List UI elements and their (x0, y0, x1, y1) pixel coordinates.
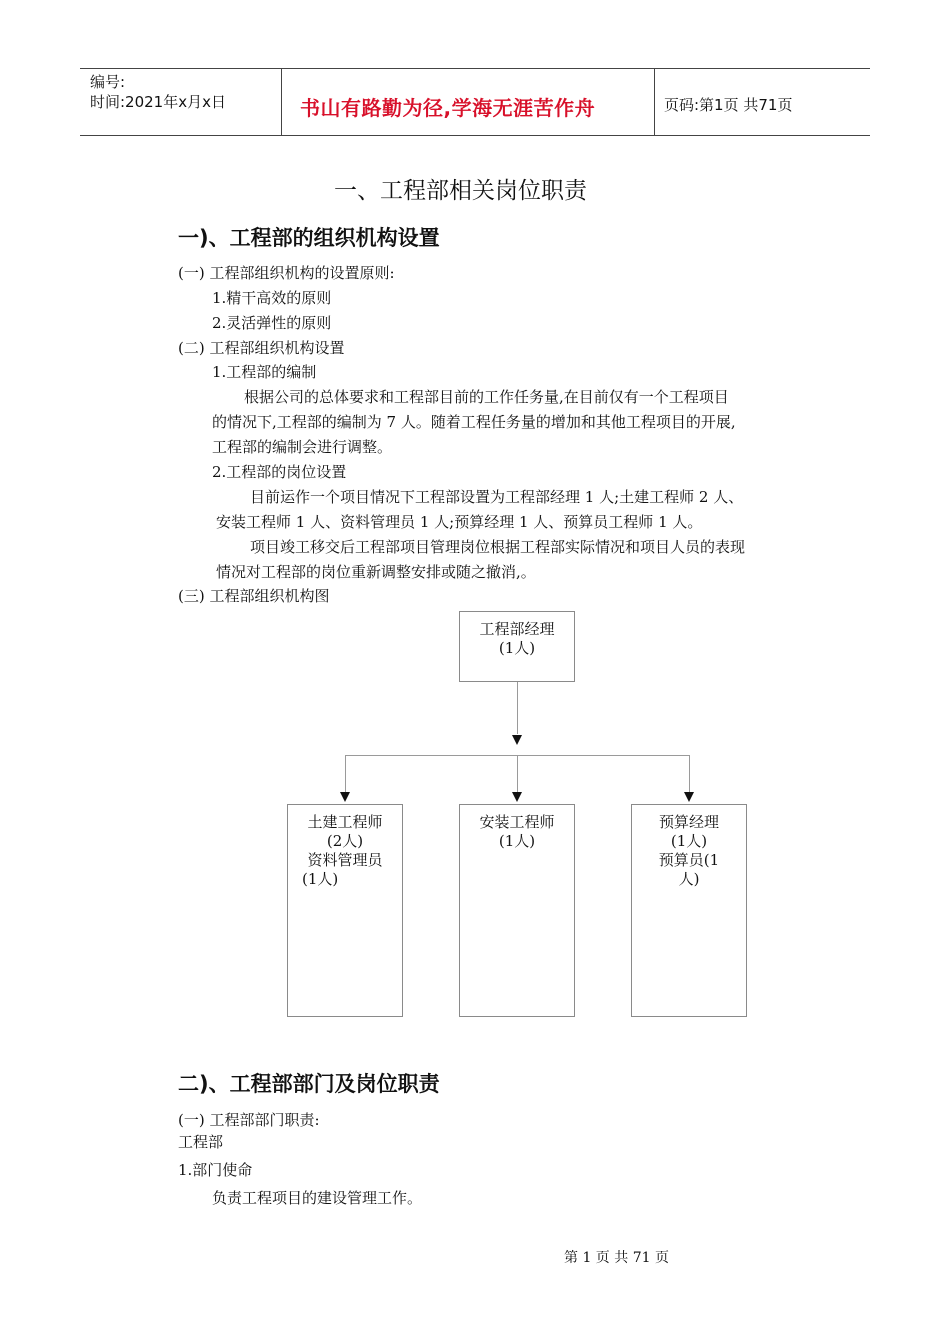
org-arrow-down-center-top (512, 735, 522, 745)
org-connector-right-drop (689, 755, 690, 792)
section1-p2-1: 1.工程部的编制 (212, 363, 317, 381)
section2-heading: 二)、工程部部门及岗位职责 (178, 1072, 440, 1096)
header-divider-left (281, 68, 282, 136)
org-box-manager (459, 611, 575, 682)
section1-p2: (二) 工程部组织机构设置 (178, 339, 345, 357)
page-title: 一、工程部相关岗位职责 (334, 178, 587, 204)
header-bottom-rule (80, 135, 870, 136)
org-budget-staff-title: 预算员(1 (658, 851, 720, 869)
org-install-count: (1人) (498, 832, 536, 850)
section1-p1-1: 1.精干高效的原则 (212, 289, 332, 307)
org-connector-left-drop (345, 755, 346, 792)
section1-p2-1-line3: 工程部的编制会进行调整。 (212, 438, 393, 456)
section2-p4: 负责工程项目的建设管理工作。 (212, 1189, 423, 1207)
section2-p1: (一) 工程部部门职责: (178, 1111, 320, 1129)
section1-p2-2: 2.工程部的岗位设置 (212, 463, 347, 481)
header-motto: 书山有路勤为径,学海无涯苦作舟 (300, 96, 596, 120)
section1-p1-2: 2.灵活弹性的原则 (212, 314, 332, 332)
header-page-label: 页码:第1页 共71页 (664, 96, 793, 114)
org-install-title: 安装工程师 (479, 813, 555, 831)
org-connector-middle-drop (517, 755, 518, 792)
section1-p2-1-line2: 的情况下,工程部的编制为 7 人。随着工程任务量的增加和其他工程项目的开展, (212, 413, 736, 431)
section2-p3: 1.部门使命 (178, 1161, 253, 1179)
section2-p2: 工程部 (178, 1133, 224, 1151)
time-label: 时间:2021年x月x日 (90, 93, 226, 111)
serial-label: 编号: (90, 73, 126, 91)
org-budget-manager-title: 预算经理 (658, 813, 719, 831)
org-box-budget (631, 804, 747, 1017)
org-manager-count: (1人) (498, 639, 536, 657)
org-manager-title: 工程部经理 (479, 620, 555, 638)
section1-p3: (三) 工程部组织机构图 (178, 587, 330, 605)
org-records-count: (1人) (302, 870, 339, 888)
org-budget-staff-count: 人) (678, 870, 700, 888)
org-box-civil (287, 804, 403, 1017)
header-divider-right (654, 68, 655, 136)
org-records-title: 资料管理员 (307, 851, 383, 869)
org-arrow-down-middle (512, 792, 522, 802)
section1-p2-2-line2: 安装工程师 1 人、资料管理员 1 人;预算经理 1 人、预算员工程师 1 人。 (216, 513, 703, 531)
org-arrow-down-right (684, 792, 694, 802)
org-box-install (459, 804, 575, 1017)
section1-p2-2-line3: 项目竣工移交后工程部项目管理岗位根据工程部实际情况和项目人员的表现 (250, 538, 746, 556)
section1-p1: (一) 工程部组织机构的设置原则: (178, 264, 395, 282)
org-connector-vertical-top (517, 682, 518, 734)
org-arrow-down-left (340, 792, 350, 802)
org-civil-count: (2人) (326, 832, 364, 850)
section1-p2-1-line1: 根据公司的总体要求和工程部目前的工作任务量,在目前仅有一个工程项目 (244, 388, 729, 406)
section1-p2-2-line1: 目前运作一个项目情况下工程部设置为工程部经理 1 人;土建工程师 2 人、 (250, 488, 744, 506)
org-budget-manager-count: (1人) (670, 832, 708, 850)
section1-heading: 一)、工程部的组织机构设置 (178, 226, 440, 250)
footer-page-label: 第 1 页 共 71 页 (564, 1250, 669, 1266)
org-civil-title: 土建工程师 (307, 813, 383, 831)
header-top-rule (80, 68, 870, 69)
section1-p2-2-line4: 情况对工程部的岗位重新调整安排或随之撤消,。 (216, 563, 536, 581)
